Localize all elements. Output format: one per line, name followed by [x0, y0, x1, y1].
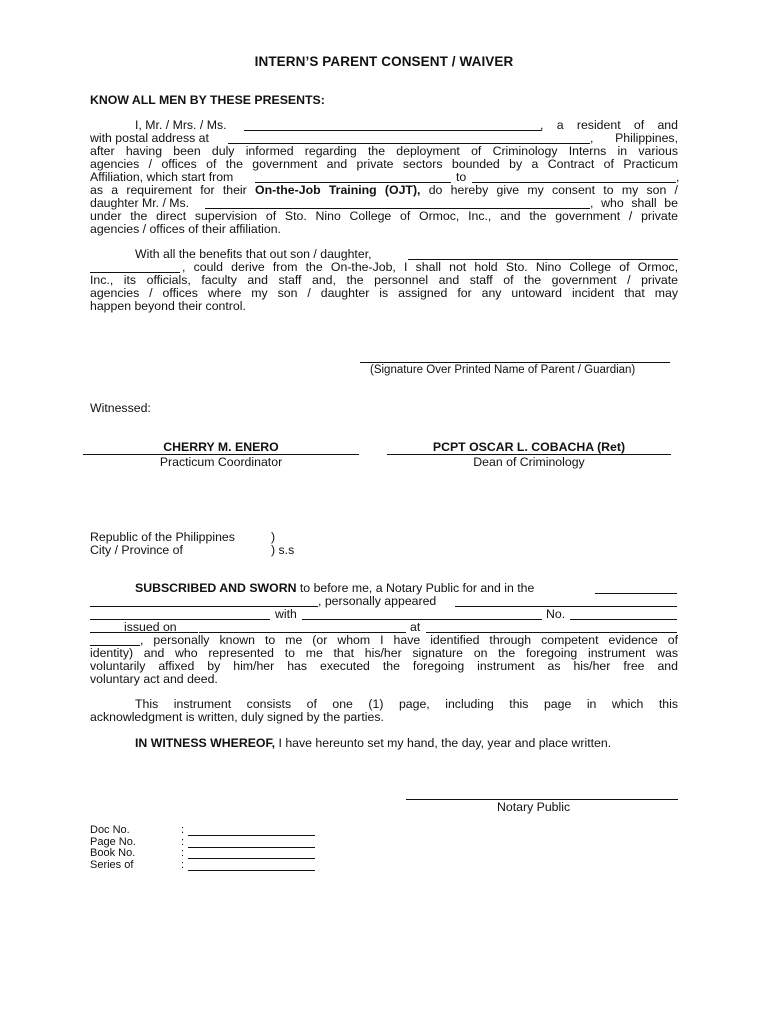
record-book-label: Book No. [90, 847, 136, 859]
record-doc-label: Doc No. [90, 824, 130, 836]
p1-line9: agencies / offices of their affiliation. [90, 222, 281, 236]
p1-line3: after having been duly informed regarding the deployment of Criminology Interns in various [90, 144, 678, 158]
p1-line6-c: do hereby give my consent to my son / [428, 183, 678, 197]
record-page-label: Page No. [90, 835, 136, 848]
id-type-blank[interactable] [90, 619, 270, 620]
p2-line5: happen beyond their control. [90, 299, 246, 313]
notary-line5: , personally known to me (or whom I have identified through competent evidence of [140, 633, 678, 647]
notary-line8: voluntary act and deed. [90, 672, 218, 686]
instrument-line1: This instrument consists of one (1) page, including this page in which this [135, 697, 678, 711]
p1-line1-prefix: I, Mr. / Mrs. / Ms. [135, 118, 227, 132]
p1-line4: agencies / offices of the government and private sectors bounded by a Contract of Practicum [90, 157, 678, 171]
notary-line4-issued: issued on [124, 620, 177, 634]
opening-heading: KNOW ALL MEN BY THESE PRESENTS: [90, 93, 325, 107]
witness-whereof-rest: I have hereunto set my hand, the day, year and place written. [278, 736, 612, 750]
record-series-label: Series of [90, 858, 134, 871]
document-title: INTERN’S PARENT CONSENT / WAIVER [254, 54, 514, 69]
ojt-term: On-the-Job Training (OJT), [255, 183, 421, 197]
notary-line3-with: with [275, 607, 297, 621]
p1-line2-prefix: with postal address at [90, 131, 209, 145]
parent-signature-line[interactable] [360, 362, 670, 363]
venue-country: Republic of the Philippines [90, 530, 235, 544]
record-series-blank[interactable] [188, 870, 315, 871]
p1-line6-a: as a requirement for their [90, 183, 247, 197]
record-series [90, 860, 330, 872]
appeared-blank[interactable] [455, 606, 677, 607]
record-series-sep: : [181, 858, 185, 871]
record-doc-sep: : [181, 824, 185, 836]
p1-line5-comma: , [676, 170, 680, 184]
notary-line4-at: at [410, 620, 421, 634]
p2-line2: , could derive from the On-the-Job, I shall not hold Sto. Nino College of Ormoc, [182, 260, 678, 274]
witness-2 [387, 441, 671, 469]
id-number-blank[interactable] [570, 619, 677, 620]
notary-caption: Notary Public [497, 800, 571, 814]
instrument-line2: acknowledgment is written, duly signed by the parties. [90, 710, 384, 724]
record-fields [90, 825, 330, 871]
notary-line2: , personally appeared [318, 594, 437, 608]
witness-2-name: PCPT OSCAR L. COBACHA (Ret) [387, 441, 671, 455]
parent-name-blank[interactable] [244, 130, 542, 131]
id-detail-blank[interactable] [302, 619, 542, 620]
venue-city-label: City / Province of [90, 543, 183, 557]
parent-signature-caption: (Signature Over Printed Name of Parent / Guardian) [370, 364, 636, 376]
notary-line3-no: No. [546, 607, 566, 621]
witness-1-name: CHERRY M. ENERO [83, 441, 359, 455]
record-book-no [90, 848, 330, 860]
venue-ss: ) s.s [271, 543, 295, 557]
record-book-sep: : [181, 847, 185, 859]
p1-line7-suffix: , who shall be [590, 196, 678, 210]
notary-line7: voluntarily affixed by him/her has executed the foregoing instrument as his/her free and [90, 659, 678, 673]
witness-2-role: Dean of Criminology [473, 455, 585, 469]
record-page-sep: : [181, 835, 185, 848]
witness-whereof: IN WITNESS WHEREOF, [135, 736, 276, 750]
notary-line1-rest: to before me, a Notary Public for and in the [299, 581, 535, 595]
p1-line8: under the direct supervision of Sto. Nino College of Ormoc, Inc., and the government / private [90, 209, 678, 223]
witness-1-role: Practicum Coordinator [159, 455, 283, 469]
record-doc-no [90, 825, 330, 837]
p1-line7-prefix: daughter Mr. / Ms. [90, 196, 190, 210]
witness-1 [83, 441, 359, 469]
p1-line2-suffix: , Philippines, [590, 131, 678, 145]
p1-line1-suffix: , a resident of and [540, 118, 678, 132]
witness-whereof-line [135, 737, 611, 750]
notary-line6: identity) and who represented to me that his/her signature on the foregoing instrument was [90, 646, 678, 660]
p2-line4: agencies / offices where my son / daughter is assigned for any untoward incident that may [90, 286, 678, 300]
notary-place-blank[interactable] [595, 593, 677, 594]
witnessed-label: Witnessed: [90, 401, 151, 415]
p2-line3: Inc., its officials, faculty and staff and, the personnel and staff of the government / private [90, 273, 678, 287]
p2-line1: With all the benefits that out son / daughter, [135, 247, 372, 261]
venue-paren-1: ) [271, 530, 276, 544]
p1-line5-prefix: Affiliation, which start from [90, 170, 234, 184]
p1-line5-to: to [456, 170, 467, 184]
subscribed-sworn: SUBSCRIBED AND SWORN [135, 581, 297, 595]
